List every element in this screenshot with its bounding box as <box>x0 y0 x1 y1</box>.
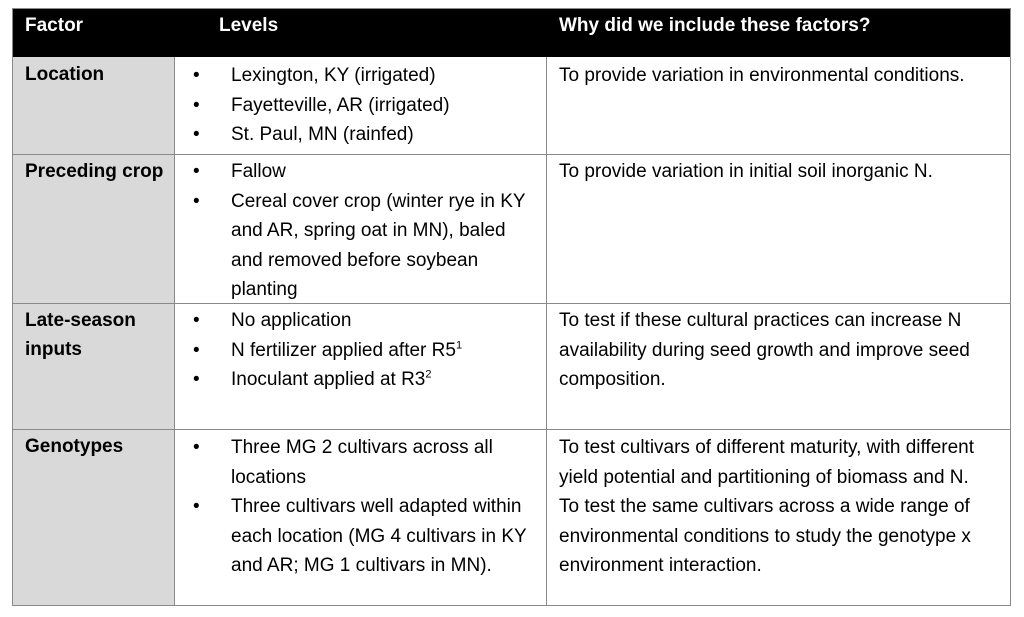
list-item: • Three cultivars well adapted within each location (MG 4 cultivars in KY and AR; MG 1 cultivars in MN). <box>191 492 531 581</box>
list-item: • St. Paul, MN (rainfed) <box>191 120 531 150</box>
why-text: To provide variation in environmental conditions. <box>559 65 965 86</box>
level-text: No application <box>231 310 352 331</box>
list-item: • Three MG 2 cultivars across all locations <box>191 433 531 492</box>
header-factor: Factor <box>25 15 84 36</box>
list-item <box>191 336 531 366</box>
header-why: Why did we include these factors? <box>559 15 871 36</box>
why-late-season-inputs <box>559 306 1005 395</box>
levels-preceding-crop <box>191 157 531 305</box>
list-item: • Fayetteville, AR (irrigated) <box>191 91 531 121</box>
footnote-marker: 2 <box>425 368 432 381</box>
list-item <box>191 306 531 336</box>
list-item: • Cereal cover crop (winter rye in KY and AR, spring oat in MN), baled and removed before soybean planting <box>191 187 531 305</box>
factors-table <box>12 8 1011 606</box>
list-item <box>191 365 531 395</box>
factor-location: Location <box>25 64 105 85</box>
column-divider <box>174 57 175 605</box>
levels-location <box>191 61 531 150</box>
row-divider <box>13 154 1010 155</box>
footnote-marker: 1 <box>455 339 463 352</box>
column-divider <box>546 57 547 605</box>
level-text: N fertilizer applied after R5 <box>231 339 456 361</box>
levels-genotypes <box>191 433 531 581</box>
row-divider <box>13 429 1010 430</box>
why-text: To test the same cultivars across a wide range of environmental conditions to study the genotype x environment interaction. <box>559 496 971 576</box>
why-location <box>559 61 1005 91</box>
list-item: • Fallow <box>191 157 531 187</box>
table-header <box>13 9 1010 57</box>
why-text: To test if these cultural practices can increase N availability during seed growth and improve seed composition. <box>559 310 970 390</box>
why-text: To test cultivars of different maturity, with different yield potential and partitioning of biomass and N. <box>559 437 975 488</box>
factor-late-season-inputs: Late-season inputs <box>25 310 136 360</box>
why-genotypes <box>559 433 1005 581</box>
factor-genotypes: Genotypes <box>25 436 124 457</box>
list-item: • Lexington, KY (irrigated) <box>191 61 531 91</box>
level-text: Inoculant applied at R3 <box>231 369 426 390</box>
why-preceding-crop <box>559 157 1005 187</box>
why-text: To provide variation in initial soil inorganic N. <box>559 161 933 182</box>
header-levels: Levels <box>219 15 279 36</box>
levels-late-season-inputs <box>191 306 531 395</box>
factor-preceding-crop: Preceding crop <box>25 161 164 182</box>
